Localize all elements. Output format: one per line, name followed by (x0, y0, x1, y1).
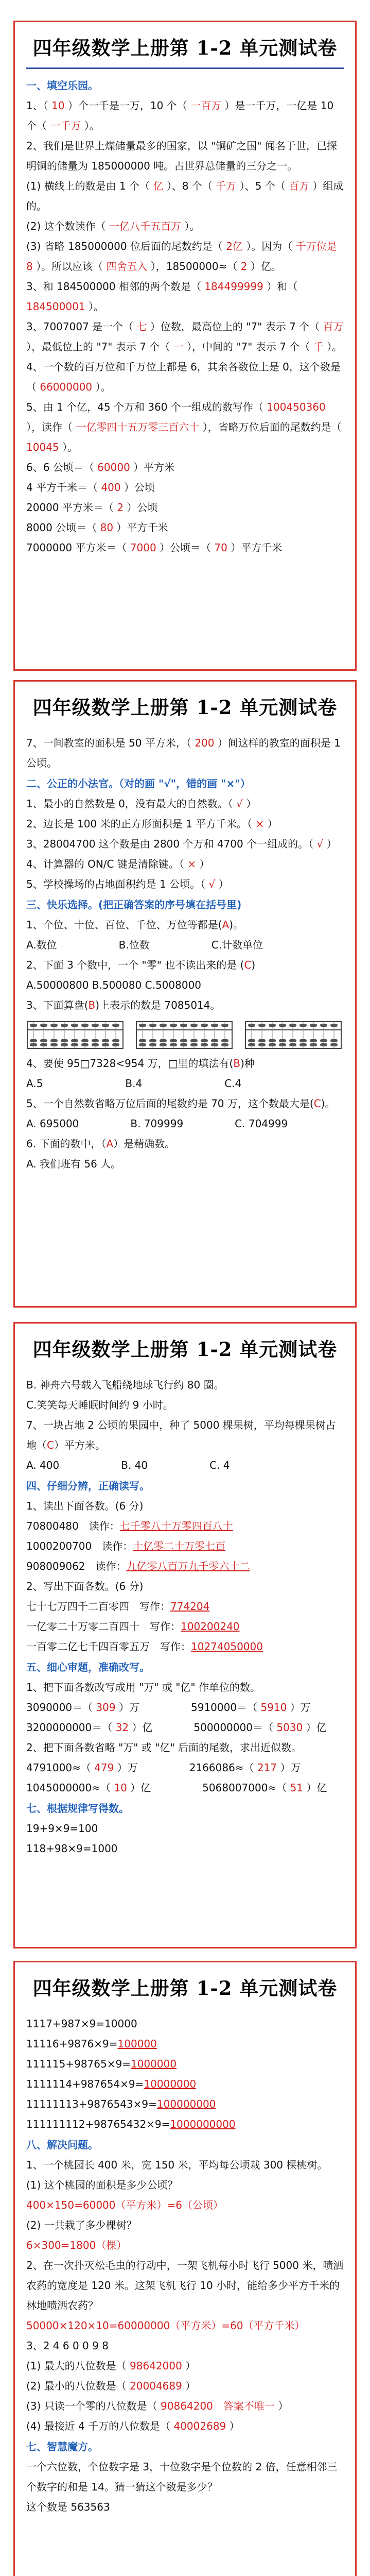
question-text: ）亿 (303, 1721, 327, 1734)
answer: 2亿 (226, 240, 243, 252)
question-line (26, 1134, 344, 1154)
question-text: 1、最小的自然数是 0，没有最大的自然数。（ (26, 798, 237, 810)
question-line (26, 1154, 344, 1174)
page-1 (13, 21, 357, 671)
question-text: ）公顷 (120, 481, 155, 494)
answer: √ (208, 878, 216, 890)
question-line (26, 834, 344, 854)
question-line (26, 1597, 344, 1617)
question-text: 2、把下面各数省略 "万" 或 "亿" 后面的尾数，求出近似数。 (26, 1741, 302, 1754)
question-line (26, 1758, 344, 1778)
section-heading: 三、快乐选择。(把正确答案的序号填在括号里) (26, 899, 242, 911)
question-line (26, 854, 344, 874)
question-text: ）位数，最高位上的 "7" 表示 7 个（ (147, 320, 323, 333)
answer: 一百万 (190, 99, 222, 112)
answer: 80 (100, 521, 114, 534)
section-heading: 一、填空乐园。 (26, 79, 98, 92)
answer: A (106, 1138, 114, 1150)
question-line (26, 2155, 344, 2175)
answer-underlined: 774204 (170, 1600, 210, 1613)
question-line (26, 216, 344, 236)
question-text: B. 神舟六号载入飞船绕地球飞行约 80 圈。 (26, 1379, 224, 1391)
question-text: 4、一个数的百万位和千万位上都是 6，其余各数位上是 0，这个数是（ (26, 361, 341, 393)
answer: 2 (240, 260, 248, 273)
question-text: ） (182, 2360, 196, 2372)
question-text: 3、2 4 6 0 0 9 8 (26, 2340, 109, 2352)
answer: 400×150=60000（平方米）=6（公顷） (26, 2199, 223, 2211)
question-text: 1117+987×9=10000 (26, 2018, 137, 2030)
answer: × (255, 818, 265, 830)
question-text: ） (323, 838, 337, 850)
question-line (26, 1778, 344, 1798)
answer: 千万位是 8 (26, 240, 337, 273)
question-line (26, 995, 344, 1015)
question-text: ）亿。 (247, 260, 281, 273)
section-heading: 五、细心审题，准确改写。 (26, 1661, 150, 1673)
question-text: ）。 (81, 120, 100, 132)
question-line (26, 1415, 344, 1455)
question-line (26, 1718, 344, 1738)
abacus-figure (26, 1019, 124, 1050)
question-line (26, 357, 344, 397)
question-text: (3) 省略 185000000 位后面的尾数约是（ (26, 240, 226, 252)
question-text: (1) 这个桃园的面积是多少公顷？ (26, 2179, 178, 2191)
question-line (26, 2074, 344, 2094)
section-heading: 七、智慧魔方。 (26, 2441, 98, 2453)
question-text: 1045000000≈（ (26, 1782, 114, 1794)
answer: 100450360 (267, 401, 326, 413)
question-line (26, 498, 344, 518)
question-line (26, 2215, 344, 2235)
answer: 5910 (260, 1701, 287, 1714)
question-line (26, 2316, 344, 2336)
question-text: 20000 平方米＝（ (26, 501, 117, 514)
answer: √ (316, 838, 324, 850)
section-heading: 二、公正的小法官。（对的画 "√"，错的画 "×"） (26, 777, 251, 790)
question-text: ），最低位上的 "7" 表示 7 个（ (26, 341, 173, 353)
question-text: ）平方千米 (227, 541, 283, 554)
question-text: )。 (229, 919, 244, 931)
page-content (26, 2014, 344, 2517)
question-text: ）平方米。 (54, 1439, 105, 1451)
question-text: 这个数是 563563 (26, 2501, 110, 2513)
answer-underlined: 10000000 (144, 2078, 197, 2090)
question-text: (2) 最小的八位数是（ (26, 2380, 130, 2392)
question-text: 4791000≈（ (26, 1761, 95, 1774)
question-text: 一个六位数，个位数字是 3，十位数字是个位数的 2 倍，任意相邻三个数字的和是 14。猜一猜这个数是多少？ (26, 2461, 338, 2493)
question-text: A.5 B.4 C.4 (26, 1077, 242, 1090)
question-text: ）组成的。 (26, 180, 344, 212)
answer: 90864200 答案不唯一 (161, 2400, 275, 2412)
question-text: 5、学校操场的占地面积约是 1 公顷。（ (26, 878, 209, 890)
question-text: ）。因为（ (243, 240, 296, 252)
question-text: 118+98×9=1000 (26, 1842, 118, 1855)
question-text: A.数位 B.位数 C.计数单位 (26, 939, 263, 951)
answer: 70 (214, 541, 227, 554)
question-text: 1、（ (26, 99, 52, 112)
question-text: ）个一千是一万，10 个（ (64, 99, 191, 112)
question-line (26, 2457, 344, 2497)
question-text: A. 我们班有 56 人。 (26, 1158, 121, 1170)
answer: √ (236, 798, 243, 810)
question-text: ）、5 个（ (236, 180, 289, 192)
question-text: ）公顷 (124, 501, 158, 514)
question-text: (2) 这个数读作（ (26, 220, 110, 232)
question-line (26, 2336, 344, 2356)
question-text: 6、6 公顷＝（ (26, 461, 98, 473)
answer: 479 (94, 1761, 114, 1774)
question-text: ），18500000≈（ (147, 260, 241, 273)
question-line (26, 2014, 344, 2034)
question-line (26, 1577, 344, 1597)
question-line (26, 397, 344, 457)
answer: 亿 (153, 180, 164, 192)
question-line (26, 2175, 344, 2195)
answer: B (88, 999, 96, 1011)
question-text: )。 (321, 1097, 336, 1110)
answer: C (313, 1097, 321, 1110)
question-text: ）平方米 (130, 461, 175, 473)
question-text: 19+9×9=100 (26, 1822, 98, 1835)
question-line (26, 317, 344, 357)
question-line (26, 915, 344, 935)
answer: 10 (51, 99, 65, 112)
answer: 百万 (289, 180, 310, 192)
question-text: 111115+98765×9= (26, 2058, 131, 2070)
abacus-figure (244, 1019, 342, 1050)
answer-underlined: 100000000 (156, 2098, 216, 2110)
answer-underlined: 七千零八十万零四百八十 (119, 1520, 233, 1532)
question-text: ）亿 500000000＝（ (129, 1721, 277, 1734)
question-line (26, 1677, 344, 1698)
answer: 60000 (97, 461, 130, 473)
question-line (26, 1094, 344, 1114)
question-line (26, 1839, 344, 1859)
question-text: ） (182, 2380, 196, 2392)
question-text: ），省略万位后面的尾数约是（ (199, 421, 342, 433)
answer: 百万 (323, 320, 344, 333)
answer: C (47, 1439, 54, 1451)
section-heading: 四、仔细分辨，正确读写。 (26, 1480, 150, 1492)
answer: B (233, 1057, 241, 1070)
question-line (26, 1536, 344, 1556)
question-text: 1、个位、十位、百位、千位、万位等都是( (26, 919, 222, 931)
question-line (26, 1556, 344, 1577)
question-text: C.笑笑每天睡眠时间约 9 小时。 (26, 1399, 173, 1411)
question-text: 6. 下面的数中，（ (26, 1138, 107, 1150)
question-text: 5、一个自然数省略万位后面的尾数约是 70 万，这个数最大是( (26, 1097, 314, 1110)
answer: C (244, 959, 252, 971)
abacus-figure (135, 1019, 233, 1050)
answer: 32 (115, 1721, 129, 1734)
question-line (26, 2256, 344, 2316)
question-line (26, 975, 344, 995)
question-text: (1) 横线上的数是由 1 个（ (26, 180, 153, 192)
question-text: 1000200700 读作： (26, 1540, 133, 1552)
question-text: ）万 (277, 1761, 301, 1774)
page-title: 四年级数学上册第 1-2 单元测试卷 (26, 30, 344, 69)
question-text: (3) 只读一个零的八位数是（ (26, 2400, 161, 2412)
question-text: ） (274, 2400, 289, 2412)
question-text: 11116+9876×9= (26, 2038, 118, 2050)
question-text: 3090000＝（ (26, 1701, 96, 1714)
question-text: (1) 最大的八位数是（ (26, 2360, 130, 2372)
question-text: 5、由 1 个亿，45 个万和 360 个一组成的数写作（ (26, 401, 267, 413)
answer: 50000×120×10=60000000（平方米）=60（平方千米） (26, 2319, 305, 2332)
answer: 40002689 (173, 2420, 226, 2432)
question-line (26, 96, 344, 136)
answer: 6×300=1800（棵） (26, 2239, 127, 2251)
question-line (26, 518, 344, 538)
question-text: ）。 (59, 441, 78, 453)
page-title: 四年级数学上册第 1-2 单元测试卷 (32, 1977, 338, 1999)
page-2 (13, 680, 357, 1308)
question-line (26, 2416, 344, 2436)
question-text: 1、把下面各数改写成用 "万" 或 "亿" 作单位的数。 (26, 1681, 260, 1693)
question-text: 4 平方千米＝（ (26, 481, 101, 494)
question-text: 11111113+9876543×9= (26, 2098, 157, 2110)
question-text: ）。 (323, 341, 342, 353)
answer: 400 (101, 481, 121, 494)
question-text: (4) 最接近 4 千万的八位数是（ (26, 2420, 174, 2432)
question-text: ） (226, 2420, 240, 2432)
question-text: 908009062 读作： (26, 1560, 127, 1572)
page-content (26, 75, 344, 558)
question-line (26, 538, 344, 558)
answer: 一千万 (50, 120, 81, 132)
answer-underlined: 10274050000 (191, 1640, 263, 1653)
question-line (26, 2034, 344, 2054)
question-text: (2) 一共栽了多少棵树？ (26, 2219, 137, 2231)
question-text: 70800480 读作： (26, 1520, 120, 1532)
page-content (26, 1375, 344, 1859)
answer: 2 (117, 501, 124, 514)
page-title: 四年级数学上册第 1-2 单元测试卷 (32, 1338, 338, 1361)
question-line (26, 2396, 344, 2416)
question-line (26, 1054, 344, 1074)
question-text: ）万 (287, 1701, 311, 1714)
question-text: A. 400 B. 40 C. 4 (26, 1459, 230, 1471)
answer: 5030 (276, 1721, 303, 1734)
answer: 66000000 (40, 381, 93, 393)
question-text: ），读作（ (26, 421, 76, 433)
answer: 20004689 (130, 2380, 182, 2392)
answer-underlined: 1000000 (130, 2058, 177, 2070)
question-line (26, 1617, 344, 1637)
question-text: ） (215, 878, 229, 890)
question-text: ），中间的 "7" 表示 7 个（ (183, 341, 313, 353)
page-3 (13, 1322, 357, 1948)
question-line (26, 1738, 344, 1758)
question-text: ）。 (85, 300, 104, 313)
question-text: 3、和 184500000 相邻的两个数是（ (26, 280, 205, 293)
question-text: 1、读出下面各数。(6 分) (26, 1500, 144, 1512)
answer-underlined: 九亿零八百万九千零六十二 (126, 1560, 250, 1572)
page-content (26, 733, 344, 1174)
question-text: 七十七万四千二百零四 写作： (26, 1600, 170, 1613)
question-text: 3、下面算盘( (26, 999, 89, 1011)
answer: 98642000 (130, 2360, 182, 2372)
question-text: ） (242, 798, 257, 810)
question-text: 7、一间教室的面积是 50 平方米，（ (26, 737, 195, 749)
question-line (26, 2054, 344, 2074)
question-text: 一亿零二十万零二百四十 写作： (26, 1620, 181, 1633)
question-text: ）亿 (303, 1782, 327, 1794)
question-line (26, 1819, 344, 1839)
question-line (26, 955, 344, 975)
question-text: )种 (240, 1057, 255, 1070)
answer: 200 (195, 737, 215, 749)
answer: 一亿零四十五万零三百六十 (76, 421, 200, 433)
question-text: A.50000800 B.500080 C.5008000 (26, 979, 202, 991)
answer: 一亿八千五百万 (109, 220, 182, 232)
answer: 七 (136, 320, 147, 333)
question-text: 7000000 平方米＝（ (26, 541, 130, 554)
question-text: ）万 2166086≈（ (114, 1761, 257, 1774)
question-text: 3、7007007 是一个（ (26, 320, 137, 333)
question-text: ) (251, 959, 256, 971)
question-line (26, 1114, 344, 1134)
question-text: 一百零二亿七千四百零五万 写作： (26, 1640, 191, 1653)
question-text: 2、我们是世界上煤储量最多的国家，以 "铜矿之国" 闻名于世，已探明铜的储量为 185000000 吨。占世界总储量的三分之一。 (26, 140, 337, 172)
answer-underlined: 十亿零二十万零七百 (133, 1540, 226, 1552)
question-text: ）和（ (263, 280, 298, 293)
question-line (26, 478, 344, 498)
question-text: ）。 (92, 381, 111, 393)
answer: 千 (313, 341, 324, 353)
question-line (26, 277, 344, 317)
answer-underlined: 100000 (117, 2038, 157, 2050)
question-text: 2、在一次扑灭松毛虫的行动中，一架飞机每小时飞行 5000 米，喷洒农药的宽度是 120 米。这架飞机飞行 10 小时，能给多少平方千米的林地喷洒农药？ (26, 2259, 344, 2312)
answer: 7000 (130, 541, 156, 554)
question-line (26, 1698, 344, 1718)
question-line (26, 2356, 344, 2376)
question-line (26, 814, 344, 834)
question-line (26, 874, 344, 894)
answer-underlined: 1000000000 (170, 2118, 236, 2130)
question-line (26, 1496, 344, 1516)
page-title: 四年级数学上册第 1-2 单元测试卷 (32, 696, 338, 719)
question-line (26, 733, 344, 773)
question-text: ）万 5910000＝（ (115, 1701, 261, 1714)
answer: 10 (114, 1782, 127, 1794)
abacus-options (26, 1019, 344, 1050)
question-line (26, 2497, 344, 2517)
question-line (26, 136, 344, 176)
question-text: ） (264, 818, 278, 830)
question-text: 3、28004700 这个数是由 2800 个万和 4700 个一组成的。（ (26, 838, 317, 850)
question-text: A. 695000 B. 709999 C. 704999 (26, 1117, 288, 1130)
question-text: 111111112+98765432×9= (26, 2118, 170, 2130)
question-text: ）、8 个（ (163, 180, 216, 192)
question-line (26, 1074, 344, 1094)
question-text: 8000 公顷＝（ (26, 521, 100, 534)
question-line (26, 2094, 344, 2114)
question-line (26, 176, 344, 216)
answer: 四舍五入 (106, 260, 148, 273)
answer: 217 (257, 1761, 277, 1774)
page-4 (13, 1961, 357, 2576)
question-line (26, 2376, 344, 2396)
question-line (26, 794, 344, 814)
question-text: )上表示的数是 7085014。 (95, 999, 221, 1011)
question-text: 2、边长是 100 米的正方形面积是 1 平方千米。（ (26, 818, 256, 830)
answer: 184500001 (26, 300, 85, 313)
question-line (26, 2114, 344, 2134)
question-text: 4、要使 95□7328<954 万，□里的填法有( (26, 1057, 234, 1070)
answer: 一 (173, 341, 184, 353)
question-text: 2、下面 3 个数中，一个 "零" 也不读出来的是 ( (26, 959, 244, 971)
question-text: ）是一千万，一亿是 10 个（ (26, 99, 334, 132)
question-text: 7、一块占地 2 公顷的果园中，种了 5000 棵果树，平均每棵果树占地（ (26, 1419, 336, 1451)
question-text: ）公顷＝（ (156, 541, 215, 554)
question-text: ）平方千米 (113, 521, 168, 534)
answer: 10045 (26, 441, 59, 453)
section-heading: 八、解决问题。 (26, 2139, 98, 2151)
answer: 184499999 (204, 280, 263, 293)
question-line (26, 1395, 344, 1415)
question-text: ）。 (181, 220, 200, 232)
question-line (26, 1516, 344, 1536)
section-heading: 七、根据规律写得数。 (26, 1802, 129, 1815)
question-line (26, 935, 344, 955)
question-text: ）。所以应该（ (32, 260, 107, 273)
question-line (26, 236, 344, 277)
question-line (26, 1637, 344, 1657)
question-text: 1111114+987654×9= (26, 2078, 144, 2090)
answer: 309 (96, 1701, 116, 1714)
question-text: ）是精确数。 (113, 1138, 175, 1150)
question-line (26, 1455, 344, 1476)
question-line (26, 1375, 344, 1395)
question-text: 1、一个桃园长 400 米，宽 150 米，平均每公顷栽 300 棵桃树。 (26, 2159, 328, 2171)
answer: × (187, 858, 196, 870)
question-text: ）亿 5068007000≈（ (127, 1782, 290, 1794)
question-line (26, 2195, 344, 2215)
answer: 千万 (216, 180, 237, 192)
answer: A (222, 919, 230, 931)
question-line (26, 2235, 344, 2256)
answer-underlined: 100200240 (181, 1620, 240, 1633)
question-text: 3200000000＝（ (26, 1721, 116, 1734)
question-text: ）间这样的教室的面积是 1 公顷。 (26, 737, 341, 769)
question-text: 4、计算器的 ON/C 键是清除键。（ (26, 858, 188, 870)
question-line (26, 457, 344, 478)
answer: 51 (290, 1782, 303, 1794)
question-text: 2、写出下面各数。(6 分) (26, 1580, 144, 1592)
question-text: ） (196, 858, 210, 870)
